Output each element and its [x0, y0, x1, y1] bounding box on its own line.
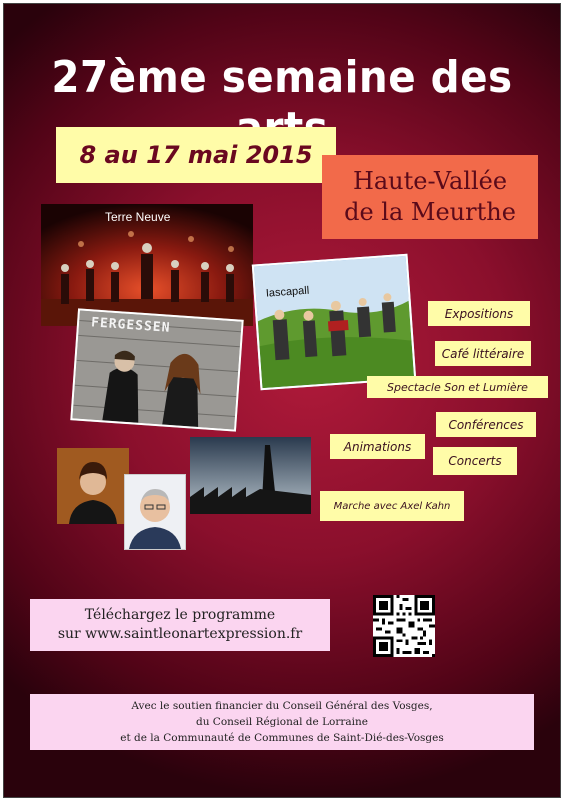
download-link[interactable]: sur www.saintleonartexpression.fr: [57, 626, 303, 642]
date-text: 8 au 17 mai 2015: [79, 141, 313, 169]
tag-spectacle: Spectacle Son et Lumière: [367, 376, 548, 398]
tag-concerts: Concerts: [433, 447, 517, 475]
man-portrait-image: [125, 475, 185, 549]
location-line-1: Haute-Vallée: [352, 167, 508, 195]
photo-iascapall: [252, 254, 416, 391]
download-line-1: Téléchargez le programme: [84, 607, 276, 623]
caption-fergessen: FERGESSEN: [90, 315, 171, 336]
woman-portrait-image: [57, 448, 129, 524]
poster-title: 27ème semaine des: [51, 52, 513, 103]
tag-cafe-litteraire: Café littéraire: [435, 341, 531, 366]
caption-iascapall: Iascapall: [265, 284, 310, 300]
tag-animations: Animations: [330, 434, 425, 459]
location-line-2: de la Meurthe: [344, 198, 516, 226]
tag-marche: Marche avec Axel Kahn: [320, 491, 464, 521]
date-banner: [56, 127, 336, 183]
tag-expositions: Expositions: [428, 301, 530, 326]
download-box: [30, 599, 330, 651]
factory-chimney-image: [190, 437, 311, 514]
sponsor-line-3: et de la Communauté de Communes de Saint-Dié-des-Vosges: [120, 732, 444, 744]
sponsor-box: [30, 694, 534, 750]
sponsor-line-1: Avec le soutien financier du Conseil Général des Vosges,: [131, 700, 433, 712]
photo-portrait-man: [124, 474, 186, 550]
photo-portrait-woman: [57, 448, 129, 524]
qr-code-graphic: [373, 595, 435, 657]
caption-terre-neuve: Terre Neuve: [105, 210, 171, 224]
photo-factory: [190, 437, 311, 514]
location-banner: [322, 155, 538, 239]
qr-code-icon[interactable]: [373, 595, 435, 657]
band-outdoor-image: [254, 256, 414, 388]
tag-conferences: Conférences: [436, 412, 536, 437]
sponsor-line-2: du Conseil Régional de Lorraine: [195, 716, 369, 728]
photo-fergessen: [70, 308, 243, 431]
poster: [3, 3, 561, 798]
photo-terre-neuve: [41, 204, 253, 326]
